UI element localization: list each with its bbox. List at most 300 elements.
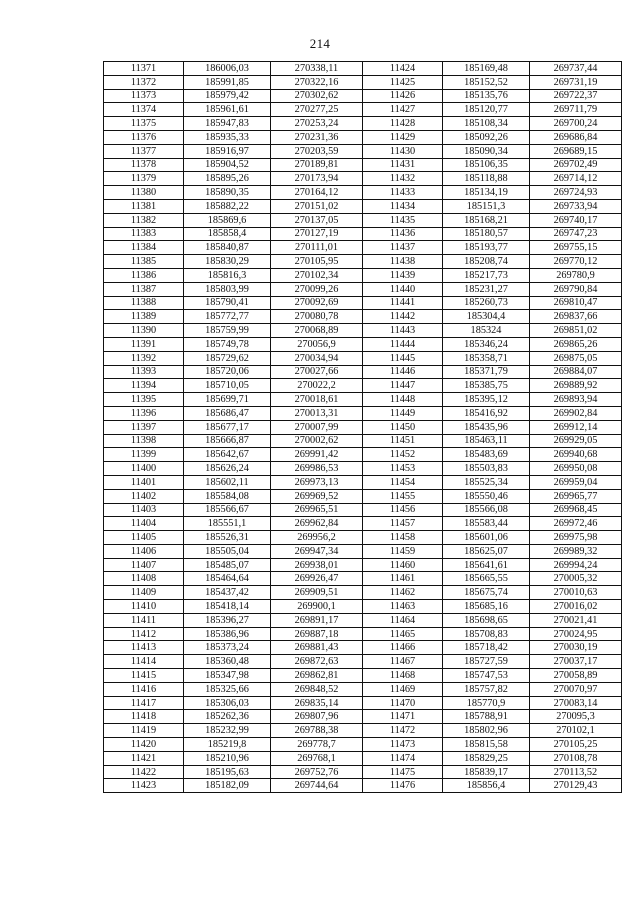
x-coordinate-right: 185856,4 [443,779,530,793]
x-coordinate-right: 185260,73 [443,296,530,310]
y-coordinate-right: 269912,14 [530,420,622,434]
x-coordinate-right: 185135,76 [443,89,530,103]
point-number-left: 11407 [104,558,184,572]
page-number: 214 [309,36,331,51]
point-number-right: 11447 [363,379,443,393]
point-number-right: 11475 [363,765,443,779]
point-number-right: 11469 [363,682,443,696]
point-number-left: 11393 [104,365,184,379]
x-coordinate-right: 185324 [443,324,530,338]
table-row [104,337,622,351]
table-row [104,641,622,655]
x-coordinate-right: 185625,07 [443,544,530,558]
y-coordinate-left: 270105,95 [271,255,363,269]
point-number-left: 11376 [104,130,184,144]
point-number-left: 11423 [104,779,184,793]
y-coordinate-left: 270056,9 [271,337,363,351]
x-coordinate-left: 185182,09 [184,779,271,793]
point-number-left: 11409 [104,586,184,600]
y-coordinate-left: 269909,51 [271,586,363,600]
point-number-left: 11378 [104,158,184,172]
table-row [104,379,622,393]
y-coordinate-right: 269755,15 [530,241,622,255]
x-coordinate-left: 185602,11 [184,475,271,489]
table-row [104,600,622,614]
y-coordinate-right: 269714,12 [530,172,622,186]
table-row [104,779,622,793]
point-number-left: 11373 [104,89,184,103]
y-coordinate-right: 269950,08 [530,462,622,476]
y-coordinate-left: 270173,94 [271,172,363,186]
y-coordinate-left: 270189,81 [271,158,363,172]
y-coordinate-left: 270203,59 [271,144,363,158]
point-number-right: 11431 [363,158,443,172]
point-number-right: 11455 [363,489,443,503]
x-coordinate-right: 185193,77 [443,241,530,255]
x-coordinate-right: 185395,12 [443,393,530,407]
y-coordinate-right: 269851,02 [530,324,622,338]
x-coordinate-left: 185437,42 [184,586,271,600]
x-coordinate-right: 185788,91 [443,710,530,724]
table-row [104,696,622,710]
coordinates-table [103,61,622,793]
y-coordinate-left: 269778,7 [271,738,363,752]
point-number-left: 11389 [104,310,184,324]
table-row [104,475,622,489]
point-number-left: 11412 [104,627,184,641]
y-coordinate-left: 269872,63 [271,655,363,669]
y-coordinate-right: 269889,92 [530,379,622,393]
point-number-left: 11422 [104,765,184,779]
y-coordinate-left: 270322,16 [271,75,363,89]
x-coordinate-left: 185759,99 [184,324,271,338]
x-coordinate-left: 185626,24 [184,462,271,476]
table-row [104,751,622,765]
x-coordinate-left: 185699,71 [184,393,271,407]
y-coordinate-left: 270164,12 [271,186,363,200]
table-row [104,365,622,379]
x-coordinate-left: 185262,36 [184,710,271,724]
y-coordinate-left: 270137,05 [271,213,363,227]
point-number-left: 11377 [104,144,184,158]
x-coordinate-right: 185090,34 [443,144,530,158]
table-row [104,462,622,476]
y-coordinate-right: 269770,12 [530,255,622,269]
point-number-left: 11388 [104,296,184,310]
point-number-left: 11372 [104,75,184,89]
x-coordinate-left: 185904,52 [184,158,271,172]
x-coordinate-right: 185770,9 [443,696,530,710]
table-row [104,351,622,365]
x-coordinate-left: 185677,17 [184,420,271,434]
x-coordinate-right: 185231,27 [443,282,530,296]
x-coordinate-right: 185346,24 [443,337,530,351]
point-number-left: 11396 [104,406,184,420]
x-coordinate-left: 185526,31 [184,531,271,545]
point-number-right: 11443 [363,324,443,338]
y-coordinate-left: 269986,53 [271,462,363,476]
x-coordinate-right: 185118,88 [443,172,530,186]
x-coordinate-left: 185686,47 [184,406,271,420]
point-number-left: 11414 [104,655,184,669]
y-coordinate-left: 269973,13 [271,475,363,489]
point-number-right: 11449 [363,406,443,420]
x-coordinate-left: 185325,66 [184,682,271,696]
y-coordinate-right: 269884,07 [530,365,622,379]
y-coordinate-left: 269956,2 [271,531,363,545]
x-coordinate-left: 185347,98 [184,669,271,683]
table-row [104,227,622,241]
table-row [104,103,622,117]
point-number-right: 11427 [363,103,443,117]
table-row [104,186,622,200]
y-coordinate-right: 269740,17 [530,213,622,227]
point-number-right: 11445 [363,351,443,365]
y-coordinate-left: 269962,84 [271,517,363,531]
y-coordinate-left: 269926,47 [271,572,363,586]
point-number-right: 11453 [363,462,443,476]
point-number-left: 11404 [104,517,184,531]
point-number-left: 11385 [104,255,184,269]
x-coordinate-right: 185747,53 [443,669,530,683]
y-coordinate-right: 270058,89 [530,669,622,683]
y-coordinate-left: 269900,1 [271,600,363,614]
y-coordinate-right: 270016,02 [530,600,622,614]
y-coordinate-right: 270024,95 [530,627,622,641]
x-coordinate-left: 185935,33 [184,130,271,144]
x-coordinate-left: 185306,03 [184,696,271,710]
point-number-right: 11450 [363,420,443,434]
y-coordinate-right: 269902,84 [530,406,622,420]
point-number-left: 11421 [104,751,184,765]
x-coordinate-right: 185217,73 [443,268,530,282]
y-coordinate-right: 269790,84 [530,282,622,296]
x-coordinate-left: 185890,35 [184,186,271,200]
y-coordinate-left: 270277,25 [271,103,363,117]
table-row [104,420,622,434]
y-coordinate-right: 269731,19 [530,75,622,89]
point-number-left: 11419 [104,724,184,738]
x-coordinate-right: 185583,44 [443,517,530,531]
y-coordinate-right: 270021,41 [530,613,622,627]
y-coordinate-left: 270253,24 [271,117,363,131]
y-coordinate-left: 270127,19 [271,227,363,241]
y-coordinate-right: 270102,1 [530,724,622,738]
point-number-right: 11458 [363,531,443,545]
point-number-right: 11441 [363,296,443,310]
x-coordinate-right: 185168,21 [443,213,530,227]
x-coordinate-right: 185718,42 [443,641,530,655]
y-coordinate-left: 270080,78 [271,310,363,324]
point-number-right: 11438 [363,255,443,269]
x-coordinate-right: 185416,92 [443,406,530,420]
x-coordinate-left: 185772,77 [184,310,271,324]
table-row [104,448,622,462]
x-coordinate-left: 185961,61 [184,103,271,117]
table-row [104,586,622,600]
point-number-left: 11386 [104,268,184,282]
point-number-left: 11418 [104,710,184,724]
point-number-left: 11381 [104,199,184,213]
x-coordinate-left: 185895,26 [184,172,271,186]
y-coordinate-left: 270151,02 [271,199,363,213]
point-number-left: 11405 [104,531,184,545]
y-coordinate-right: 269975,98 [530,531,622,545]
point-number-left: 11420 [104,738,184,752]
table-row [104,282,622,296]
y-coordinate-right: 270083,14 [530,696,622,710]
x-coordinate-right: 185675,74 [443,586,530,600]
point-number-left: 11413 [104,641,184,655]
y-coordinate-left: 270034,94 [271,351,363,365]
y-coordinate-right: 269989,32 [530,544,622,558]
x-coordinate-left: 185551,1 [184,517,271,531]
y-coordinate-left: 269969,52 [271,489,363,503]
x-coordinate-right: 185358,71 [443,351,530,365]
x-coordinate-right: 185134,19 [443,186,530,200]
y-coordinate-left: 269848,52 [271,682,363,696]
x-coordinate-right: 185601,06 [443,531,530,545]
y-coordinate-left: 270018,61 [271,393,363,407]
table-row [104,296,622,310]
point-number-left: 11375 [104,117,184,131]
y-coordinate-left: 270002,62 [271,434,363,448]
point-number-left: 11400 [104,462,184,476]
y-coordinate-right: 270070,97 [530,682,622,696]
y-coordinate-left: 269807,96 [271,710,363,724]
table-row [104,406,622,420]
table-row [104,434,622,448]
point-number-right: 11462 [363,586,443,600]
point-number-right: 11464 [363,613,443,627]
table-row [104,724,622,738]
x-coordinate-right: 185802,96 [443,724,530,738]
point-number-left: 11387 [104,282,184,296]
point-number-right: 11465 [363,627,443,641]
y-coordinate-left: 269862,81 [271,669,363,683]
point-number-right: 11471 [363,710,443,724]
table-row [104,172,622,186]
y-coordinate-right: 269893,94 [530,393,622,407]
y-coordinate-left: 270338,11 [271,62,363,76]
y-coordinate-right: 269689,15 [530,144,622,158]
y-coordinate-left: 270068,89 [271,324,363,338]
y-coordinate-right: 269875,05 [530,351,622,365]
x-coordinate-right: 185120,77 [443,103,530,117]
y-coordinate-right: 270105,25 [530,738,622,752]
y-coordinate-right: 269865,26 [530,337,622,351]
x-coordinate-right: 185727,59 [443,655,530,669]
x-coordinate-left: 185803,99 [184,282,271,296]
point-number-right: 11466 [363,641,443,655]
x-coordinate-right: 185757,82 [443,682,530,696]
point-number-left: 11392 [104,351,184,365]
y-coordinate-right: 269972,46 [530,517,622,531]
y-coordinate-right: 269700,24 [530,117,622,131]
point-number-right: 11461 [363,572,443,586]
x-coordinate-left: 185816,3 [184,268,271,282]
y-coordinate-right: 270095,3 [530,710,622,724]
point-number-right: 11451 [363,434,443,448]
point-number-left: 11415 [104,669,184,683]
x-coordinate-left: 185666,87 [184,434,271,448]
x-coordinate-left: 185947,83 [184,117,271,131]
table-row [104,310,622,324]
x-coordinate-right: 185304,4 [443,310,530,324]
point-number-left: 11416 [104,682,184,696]
y-coordinate-left: 269938,01 [271,558,363,572]
point-number-right: 11460 [363,558,443,572]
x-coordinate-right: 185435,96 [443,420,530,434]
x-coordinate-right: 185092,26 [443,130,530,144]
point-number-left: 11374 [104,103,184,117]
table-row [104,544,622,558]
point-number-left: 11411 [104,613,184,627]
table-row [104,655,622,669]
x-coordinate-left: 185790,41 [184,296,271,310]
table-row [104,531,622,545]
x-coordinate-right: 185815,58 [443,738,530,752]
point-number-right: 11424 [363,62,443,76]
table-row [104,255,622,269]
y-coordinate-left: 270111,01 [271,241,363,255]
point-number-left: 11401 [104,475,184,489]
y-coordinate-left: 270092,69 [271,296,363,310]
point-number-right: 11433 [363,186,443,200]
x-coordinate-left: 185882,22 [184,199,271,213]
y-coordinate-right: 269686,84 [530,130,622,144]
x-coordinate-left: 185505,04 [184,544,271,558]
point-number-left: 11406 [104,544,184,558]
table-row [104,158,622,172]
point-number-right: 11425 [363,75,443,89]
y-coordinate-left: 270099,26 [271,282,363,296]
table-row [104,199,622,213]
point-number-left: 11408 [104,572,184,586]
point-number-left: 11382 [104,213,184,227]
table-row [104,130,622,144]
x-coordinate-right: 185180,57 [443,227,530,241]
y-coordinate-right: 269965,77 [530,489,622,503]
y-coordinate-left: 269768,1 [271,751,363,765]
table-row [104,144,622,158]
x-coordinate-left: 185830,29 [184,255,271,269]
y-coordinate-right: 269733,94 [530,199,622,213]
y-coordinate-left: 270007,99 [271,420,363,434]
point-number-right: 11432 [363,172,443,186]
y-coordinate-left: 269965,51 [271,503,363,517]
x-coordinate-left: 185858,4 [184,227,271,241]
point-number-left: 11397 [104,420,184,434]
point-number-right: 11428 [363,117,443,131]
x-coordinate-right: 185829,25 [443,751,530,765]
point-number-left: 11391 [104,337,184,351]
coordinates-table-body [104,62,622,793]
x-coordinate-left: 185464,64 [184,572,271,586]
point-number-left: 11410 [104,600,184,614]
point-number-left: 11383 [104,227,184,241]
y-coordinate-left: 269891,17 [271,613,363,627]
point-number-right: 11439 [363,268,443,282]
y-coordinate-left: 270022,2 [271,379,363,393]
table-row [104,268,622,282]
y-coordinate-left: 269947,34 [271,544,363,558]
y-coordinate-right: 269959,04 [530,475,622,489]
y-coordinate-left: 269752,76 [271,765,363,779]
x-coordinate-left: 185485,07 [184,558,271,572]
table-row [104,517,622,531]
x-coordinate-left: 185720,06 [184,365,271,379]
point-number-right: 11435 [363,213,443,227]
y-coordinate-right: 269702,49 [530,158,622,172]
y-coordinate-right: 270010,63 [530,586,622,600]
table-row [104,669,622,683]
x-coordinate-right: 185108,34 [443,117,530,131]
table-row [104,324,622,338]
y-coordinate-right: 269747,23 [530,227,622,241]
y-coordinate-left: 270027,66 [271,365,363,379]
point-number-right: 11467 [363,655,443,669]
x-coordinate-left: 185386,96 [184,627,271,641]
y-coordinate-left: 270013,31 [271,406,363,420]
point-number-right: 11472 [363,724,443,738]
point-number-right: 11457 [363,517,443,531]
x-coordinate-right: 185665,55 [443,572,530,586]
y-coordinate-right: 269837,66 [530,310,622,324]
y-coordinate-right: 269968,45 [530,503,622,517]
point-number-right: 11468 [363,669,443,683]
point-number-right: 11474 [363,751,443,765]
x-coordinate-right: 185503,83 [443,462,530,476]
point-number-left: 11417 [104,696,184,710]
table-row [104,558,622,572]
table-row [104,627,622,641]
table-row [104,682,622,696]
x-coordinate-left: 185373,24 [184,641,271,655]
point-number-right: 11448 [363,393,443,407]
x-coordinate-right: 185208,74 [443,255,530,269]
x-coordinate-left: 185729,62 [184,351,271,365]
point-number-right: 11442 [363,310,443,324]
point-number-right: 11470 [363,696,443,710]
x-coordinate-right: 185385,75 [443,379,530,393]
x-coordinate-left: 185916,97 [184,144,271,158]
point-number-left: 11399 [104,448,184,462]
y-coordinate-right: 269711,79 [530,103,622,117]
point-number-left: 11371 [104,62,184,76]
x-coordinate-left: 185210,96 [184,751,271,765]
x-coordinate-right: 185839,17 [443,765,530,779]
y-coordinate-left: 270102,34 [271,268,363,282]
table-row [104,572,622,586]
y-coordinate-left: 269881,43 [271,641,363,655]
x-coordinate-right: 185550,46 [443,489,530,503]
x-coordinate-left: 185749,78 [184,337,271,351]
x-coordinate-left: 185232,99 [184,724,271,738]
x-coordinate-right: 185371,79 [443,365,530,379]
point-number-right: 11430 [363,144,443,158]
table-row [104,503,622,517]
y-coordinate-left: 269835,14 [271,696,363,710]
table-row [104,241,622,255]
x-coordinate-right: 185483,69 [443,448,530,462]
y-coordinate-right: 269722,37 [530,89,622,103]
x-coordinate-right: 185152,52 [443,75,530,89]
table-row [104,738,622,752]
table-row [104,489,622,503]
point-number-left: 11384 [104,241,184,255]
y-coordinate-left: 270302,62 [271,89,363,103]
